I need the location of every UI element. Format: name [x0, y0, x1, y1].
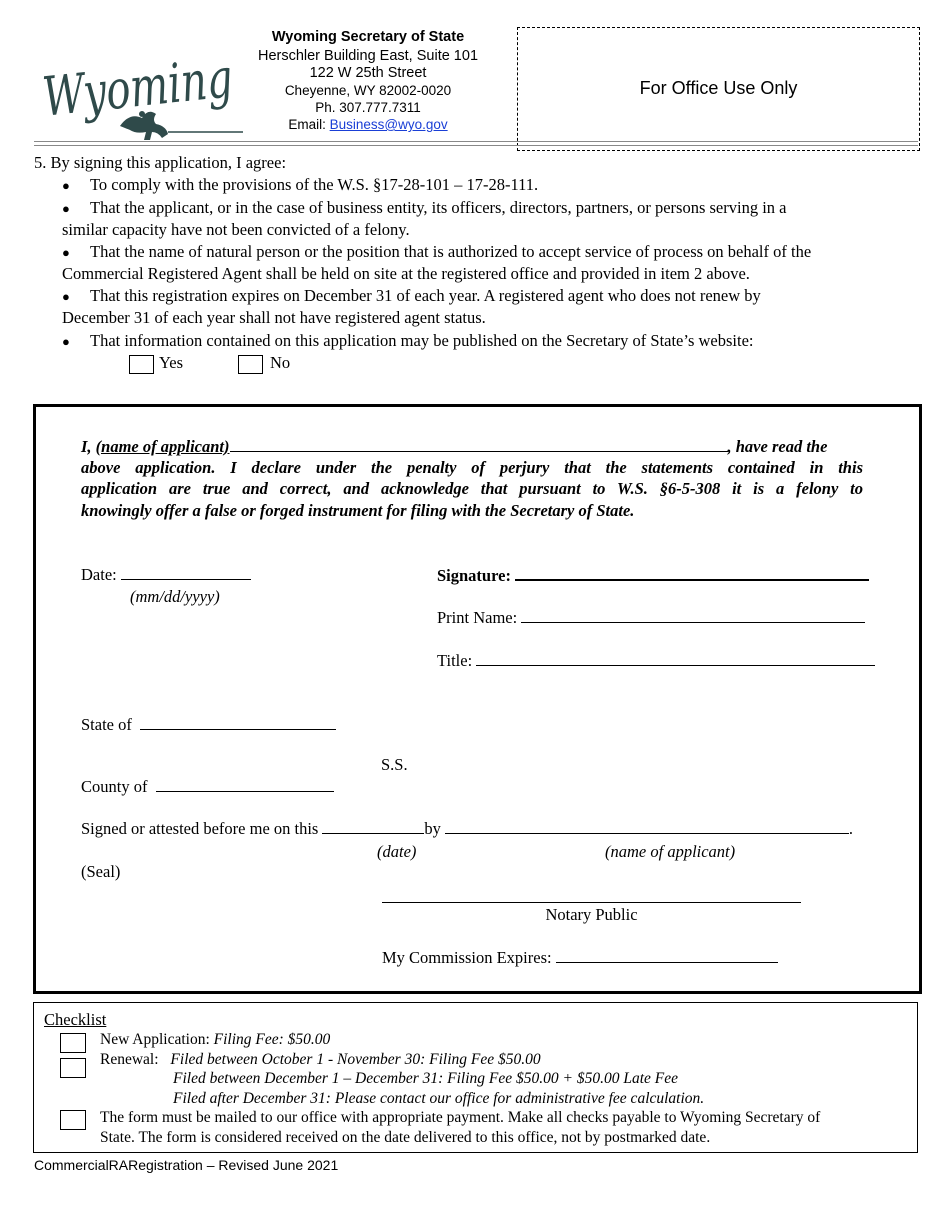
seal-label: (Seal) [81, 862, 121, 881]
header-rule-top [34, 141, 918, 142]
office-use-box [517, 27, 920, 151]
commission-expires-input-line[interactable] [556, 948, 778, 963]
applicant-name-line[interactable] [230, 436, 728, 452]
mailing-line1: The form must be mailed to our office with appropriate payment. Make all checks payable to Wyoming Secretary of [100, 1109, 821, 1126]
declaration-line1 [81, 436, 863, 458]
phone: Ph. 307.777.7311 [315, 100, 421, 115]
print-name-label: Print Name: [437, 608, 518, 627]
agree-item-5: That information contained on this application may be published on the Secretary of State’s website: [90, 331, 754, 350]
declaration-line3: application are true and correct, and acknowledge that pursuant to W.S. §6-5-308 it is a felony to [81, 479, 863, 498]
wyoming-logo [38, 39, 301, 150]
publish-no-checkbox[interactable] [238, 355, 263, 374]
agree-item-2-line1: That the applicant, or in the case of business entity, its officers, directors, partners, or persons serving in a [90, 198, 787, 217]
title-input-line[interactable] [476, 651, 875, 666]
header-rule-bottom [34, 145, 918, 146]
address-line2: 122 W 25th Street [309, 65, 427, 81]
date-field [81, 565, 251, 585]
mailing-line2: State. The form is considered received on the date delivered to this office, not by postmarked date. [100, 1129, 711, 1146]
attested-by-label: by [424, 819, 441, 838]
agree-item-3-line2: Commercial Registered Agent shall be held on site at the registered office and provided in item 2 above. [62, 264, 750, 283]
signature-input-line[interactable] [515, 565, 869, 581]
new-application-line [100, 1030, 330, 1050]
publish-no-label: No [270, 353, 291, 372]
signature-label: Signature: [437, 566, 511, 585]
new-application-label: New Application: [100, 1031, 210, 1048]
bullet-2: ● [62, 201, 70, 216]
date-label: Date: [81, 565, 117, 584]
state-of-field [81, 715, 336, 735]
renewal-period-3: Filed after December 31: Please contact our office for administrative fee calculation. [173, 1090, 705, 1107]
notary-signature-line[interactable] [382, 902, 801, 903]
print-name-field [437, 608, 865, 628]
state-of-label: State of [81, 715, 132, 734]
attested-date-hint: (date) [377, 842, 417, 861]
agree-item-4-line2: December 31 of each year shall not have registered agent status. [62, 308, 486, 327]
commission-expires-field [382, 948, 778, 968]
checklist-title: Checklist [44, 1010, 107, 1029]
declaration-i: I, [81, 437, 92, 456]
new-application-checkbox[interactable] [60, 1033, 86, 1053]
date-format-hint: (mm/dd/yyyy) [130, 587, 220, 606]
email-line [248, 116, 488, 133]
bullet-3: ● [62, 245, 70, 260]
applicant-name-placeholder: (name of applicant) [95, 437, 230, 456]
title-field [437, 651, 875, 671]
org-name: Wyoming Secretary of State [271, 29, 465, 45]
agree-item-4-line1: That this registration expires on December 31 of each year. A registered agent who does not renew by [90, 286, 761, 305]
renewal-line1 [100, 1050, 541, 1070]
revision-footer: CommercialRARegistration – Revised June 2021 [34, 1157, 339, 1173]
ss-label: S.S. [381, 755, 408, 774]
attested-period: . [848, 819, 853, 838]
publish-yes-checkbox[interactable] [129, 355, 154, 374]
agree-item-2-line2: similar capacity have not been convicted of a felony. [62, 220, 410, 239]
mailing-checkbox[interactable] [60, 1110, 86, 1130]
state-of-input-line[interactable] [140, 715, 336, 730]
new-application-fee: Filing Fee: $50.00 [213, 1031, 331, 1048]
title-label: Title: [437, 651, 473, 670]
county-of-label: County of [81, 777, 148, 796]
agree-item-3-line1: That the name of natural person or the position that is authorized to accept service of process on behalf of the [90, 242, 812, 261]
publish-yes-label: Yes [159, 353, 184, 372]
attested-label: Signed or attested before me on this [81, 819, 319, 838]
declaration-line2: above application. I declare under the penalty of perjury that the statements contained in this [81, 458, 863, 477]
commission-expires-label: My Commission Expires: [382, 948, 552, 967]
attested-name-hint: (name of applicant) [605, 842, 736, 861]
office-use-label: For Office Use Only [639, 78, 798, 98]
bullet-5: ● [62, 334, 70, 349]
renewal-period-2: Filed between December 1 – December 31: Filing Fee $50.00 + $50.00 Late Fee [173, 1070, 679, 1087]
renewal-checkbox[interactable] [60, 1058, 86, 1078]
bullet-4: ● [62, 289, 70, 304]
declaration-line4: knowingly offer a false or forged instrument for filing with the Secretary of State. [81, 501, 635, 520]
attested-line [81, 819, 853, 839]
print-name-input-line[interactable] [521, 608, 865, 623]
declaration-have-read: , have read the [727, 437, 828, 456]
email-label: Email: [288, 117, 326, 132]
renewal-period-1: Filed between October 1 - November 30: Filing Fee $50.00 [170, 1051, 541, 1068]
date-input-line[interactable] [121, 565, 251, 580]
notary-public-label: Notary Public [545, 905, 638, 924]
agree-item-1: To comply with the provisions of the W.S. §17-28-101 – 17-28-111. [90, 175, 539, 194]
wyoming-logo-text: Wyoming [39, 39, 301, 129]
attested-name-input-line[interactable] [445, 819, 849, 834]
county-of-field [81, 777, 334, 797]
city-state-zip: Cheyenne, WY 82002-0020 [284, 83, 452, 98]
county-of-input-line[interactable] [156, 777, 334, 792]
signature-field [437, 565, 869, 586]
attested-date-input-line[interactable] [322, 819, 424, 834]
email-link[interactable]: Business@wyo.gov [329, 117, 448, 132]
renewal-label: Renewal: [100, 1051, 159, 1068]
address-line1: Herschler Building East, Suite 101 [257, 48, 479, 64]
bullet-1: ● [62, 178, 70, 193]
section5-heading: 5. By signing this application, I agree: [34, 153, 287, 172]
